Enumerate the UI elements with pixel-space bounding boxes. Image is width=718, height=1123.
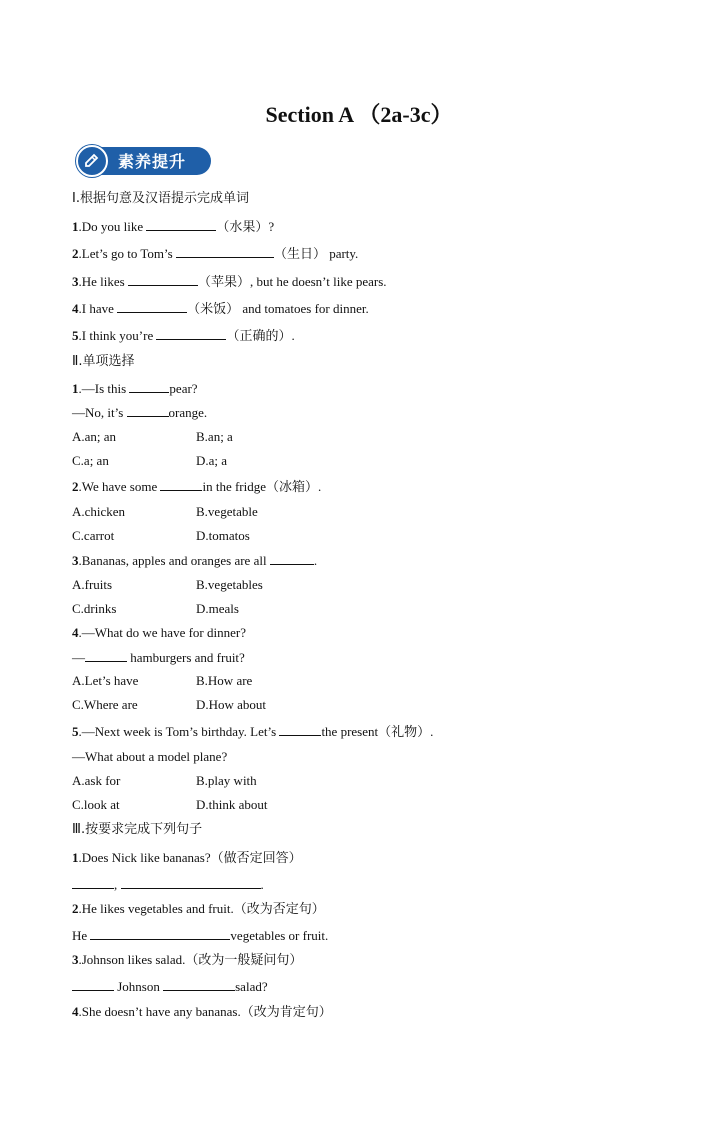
part3-question-2 — [72, 901, 325, 917]
answer-text: salad? — [235, 979, 268, 994]
question-text: . — [313, 553, 318, 568]
part2-question-3 — [72, 552, 317, 569]
question-number: 5 — [72, 328, 79, 343]
answer-blank[interactable] — [156, 327, 226, 340]
answer-blank[interactable] — [90, 927, 230, 940]
pencil-icon — [83, 152, 101, 170]
option-d[interactable]: D.meals — [196, 601, 239, 616]
section-badge — [76, 145, 211, 177]
question-number: 2 — [72, 901, 79, 916]
part3-answer-3 — [72, 978, 268, 995]
question-number: 4 — [72, 625, 79, 640]
reply-text: hamburgers and fruit? — [127, 650, 245, 665]
part3-answer-2 — [72, 927, 328, 944]
answer-end: . — [260, 877, 264, 892]
question-hint: （正确的）. — [226, 328, 295, 343]
option-a[interactable]: A.ask for — [72, 773, 121, 788]
part1-question-2 — [72, 245, 358, 262]
question-text: .Does Nick like bananas?（做否定回答） — [78, 850, 302, 865]
option-d[interactable]: D.tomatos — [196, 528, 250, 543]
answer-blank[interactable] — [176, 245, 274, 258]
option-a[interactable]: A.chicken — [72, 504, 126, 519]
part2-question-4-reply — [72, 649, 245, 666]
reply-text: — — [72, 650, 85, 665]
reply-text: —No, it’s — [72, 405, 127, 420]
part3-question-4 — [72, 1004, 332, 1020]
option-d[interactable]: D.How about — [196, 697, 267, 712]
question-text: .I think you’re — [78, 328, 157, 343]
option-c[interactable]: C.drinks — [72, 601, 117, 616]
question-hint: （米饭） and tomatoes for dinner. — [187, 301, 369, 316]
part2-question-2 — [72, 478, 321, 495]
answer-text: Johnson — [114, 979, 164, 994]
answer-blank[interactable] — [72, 876, 114, 889]
answer-blank[interactable] — [163, 978, 235, 991]
question-number: 1 — [72, 381, 79, 396]
question-number: 4 — [72, 1004, 79, 1019]
part2-question-1 — [72, 380, 198, 397]
option-b[interactable]: B.an; a — [196, 429, 233, 444]
reply-text: orange. — [168, 405, 208, 420]
answer-blank[interactable] — [127, 404, 169, 417]
question-text: .—Is this — [78, 381, 130, 396]
question-number: 2 — [72, 479, 79, 494]
question-number: 3 — [72, 952, 79, 967]
answer-blank[interactable] — [117, 300, 187, 313]
part1-question-4 — [72, 300, 369, 317]
part2-question-1-reply — [72, 404, 207, 421]
section-3-heading: Ⅲ.按要求完成下列句子 — [72, 822, 203, 837]
part1-question-5 — [72, 327, 295, 344]
option-d[interactable]: D.think about — [196, 797, 268, 812]
option-a[interactable]: A.Let’s have — [72, 673, 139, 688]
section-1-heading: Ⅰ.根据句意及汉语提示完成单词 — [72, 191, 249, 206]
option-b[interactable]: B.play with — [196, 773, 257, 788]
page-title: Section A （2a-3c） — [265, 102, 453, 127]
badge-label: 素养提升 — [118, 152, 187, 171]
option-c[interactable]: C.Where are — [72, 697, 138, 712]
question-text: in the fridge（冰箱）. — [202, 479, 322, 494]
option-c[interactable]: C.look at — [72, 797, 120, 812]
answer-blank[interactable] — [128, 273, 198, 286]
part2-question-5 — [72, 723, 433, 740]
part1-question-1 — [72, 218, 274, 235]
answer-blank[interactable] — [279, 723, 321, 736]
option-b[interactable]: B.How are — [196, 673, 253, 688]
part2-question-5-reply — [72, 749, 227, 765]
part3-question-3 — [72, 952, 302, 968]
part1-question-3 — [72, 273, 387, 290]
question-number: 4 — [72, 301, 79, 316]
question-text: pear? — [169, 381, 198, 396]
part2-question-4 — [72, 625, 246, 641]
option-b[interactable]: B.vegetable — [196, 504, 258, 519]
question-text: .—Next week is Tom’s birthday. Let’s — [78, 724, 280, 739]
option-d[interactable]: D.a; a — [196, 453, 228, 468]
answer-text: vegetables or fruit. — [230, 928, 329, 943]
part3-question-1 — [72, 850, 302, 866]
question-text: .He likes — [78, 274, 128, 289]
section-2-heading: Ⅱ.单项选择 — [72, 354, 135, 369]
answer-blank[interactable] — [72, 978, 114, 991]
question-text: .Let’s go to Tom’s — [78, 246, 176, 261]
question-hint: （生日） party. — [273, 246, 359, 261]
answer-separator: , — [114, 877, 121, 892]
answer-blank[interactable] — [129, 380, 169, 393]
option-a[interactable]: A.an; an — [72, 429, 117, 444]
question-text: .He likes vegetables and fruit.（改为否定句） — [78, 901, 325, 916]
question-number: 5 — [72, 724, 79, 739]
question-number: 3 — [72, 274, 79, 289]
badge-icon — [76, 145, 108, 177]
answer-blank[interactable] — [85, 649, 127, 662]
option-c[interactable]: C.a; an — [72, 453, 109, 468]
answer-blank[interactable] — [146, 218, 216, 231]
question-text: .We have some — [78, 479, 161, 494]
answer-text: He — [72, 928, 91, 943]
question-text: .I have — [78, 301, 118, 316]
question-number: 1 — [72, 850, 79, 865]
question-hint: （水果）? — [216, 219, 275, 234]
question-hint: （苹果）, but he doesn’t like pears. — [197, 274, 387, 289]
question-number: 3 — [72, 553, 79, 568]
question-number: 1 — [72, 219, 79, 234]
reply-text: —What about a model plane? — [72, 749, 228, 764]
part3-answer-1 — [72, 876, 264, 893]
question-text: .—What do we have for dinner? — [78, 625, 246, 640]
question-text: .Johnson likes salad.（改为一般疑问句） — [78, 952, 303, 967]
option-b[interactable]: B.vegetables — [196, 577, 263, 592]
option-c[interactable]: C.carrot — [72, 528, 115, 543]
answer-blank[interactable] — [270, 552, 314, 565]
option-a[interactable]: A.fruits — [72, 577, 113, 592]
question-number: 2 — [72, 246, 79, 261]
answer-blank[interactable] — [121, 876, 261, 889]
question-text: .Do you like — [78, 219, 147, 234]
answer-blank[interactable] — [160, 478, 202, 491]
question-text: .Bananas, apples and oranges are all — [78, 553, 270, 568]
question-text: the present（礼物）. — [321, 724, 434, 739]
question-text: .She doesn’t have any bananas.（改为肯定句） — [78, 1004, 332, 1019]
